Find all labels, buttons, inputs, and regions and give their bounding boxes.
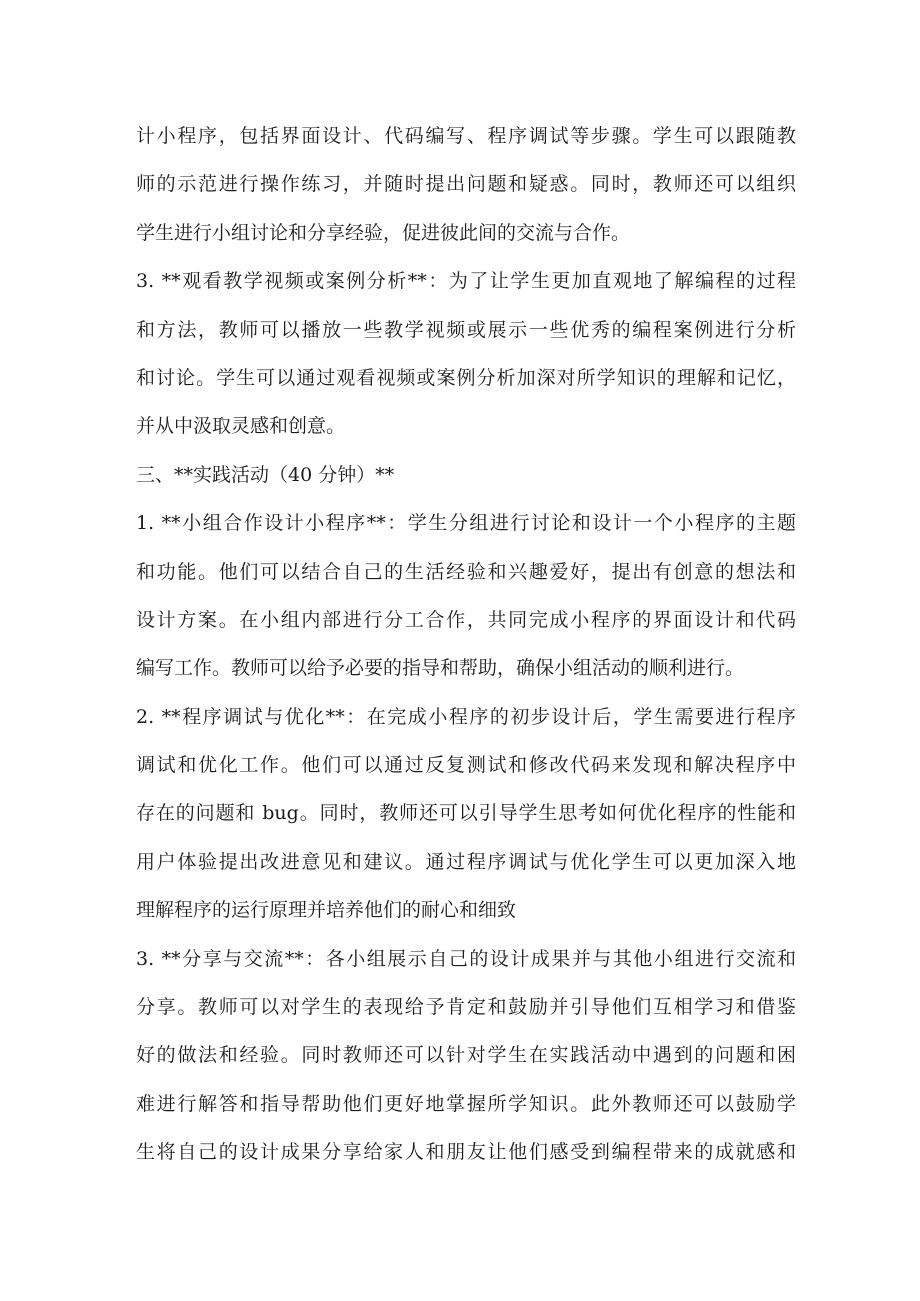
paragraph-line: 2. **程序调试与优化**：在完成小程序的初步设计后，学生需要进行程序 [136,705,796,728]
paragraph-line: 和方法，教师可以播放一些教学视频或展示一些优秀的编程案例进行分析 [136,318,796,341]
section-heading: 三、**实践活动（40 分钟）** [136,463,395,486]
paragraph-line: 1. **小组合作设计小程序**：学生分组进行讨论和设计一个小程序的主题 [136,512,796,535]
paragraph-line: 编写工作。教师可以给予必要的指导和帮助，确保小组活动的顺利进行。 [136,657,745,680]
paragraph-line: 生将自己的设计成果分享给家人和朋友让他们感受到编程带来的成就感和 [136,1141,796,1164]
paragraph-line: 师的示范进行操作练习，并随时提出问题和疑惑。同时，教师还可以组织 [136,173,796,196]
paragraph-line: 好的做法和经验。同时教师还可以针对学生在实践活动中遇到的问题和困 [136,1044,796,1067]
paragraph-line: 理解程序的运行原理并培养他们的耐心和细致 [136,899,517,922]
paragraph-line: 和讨论。学生可以通过观看视频或案例分析加深对所学知识的理解和记忆， [136,366,796,389]
paragraph-line: 学生进行小组讨论和分享经验，促进彼此间的交流与合作。 [136,221,631,244]
paragraph-line: 设计方案。在小组内部进行分工合作，共同完成小程序的界面设计和代码 [136,608,796,631]
paragraph-line: 计小程序，包括界面设计、代码编写、程序调试等步骤。学生可以跟随教 [136,125,796,147]
paragraph-line: 3. **分享与交流**：各小组展示自己的设计成果并与其他小组进行交流和 [136,947,796,970]
paragraph-line: 用户体验提出改进意见和建议。通过程序调试与优化学生可以更加深入地 [136,850,796,873]
paragraph-line: 并从中汲取灵感和创意。 [136,415,346,438]
body-text [136,112,796,1177]
paragraph-line: 分享。教师可以对学生的表现给予肯定和鼓励并引导他们互相学习和借鉴 [136,996,796,1019]
paragraph-line: 和功能。他们可以结合自己的生活经验和兴趣爱好，提出有创意的想法和 [136,560,796,583]
paragraph-line: 存在的问题和 bug。同时，教师还可以引导学生思考如何优化程序的性能和 [136,802,796,825]
paragraph-line: 调试和优化工作。他们可以通过反复测试和修改代码来发现和解决程序中 [136,754,796,777]
paragraph-line: 3. **观看教学视频或案例分析**：为了让学生更加直观地了解编程的过程 [136,270,796,293]
paragraph-line: 难进行解答和指导帮助他们更好地掌握所学知识。此外教师还可以鼓励学 [136,1092,796,1115]
